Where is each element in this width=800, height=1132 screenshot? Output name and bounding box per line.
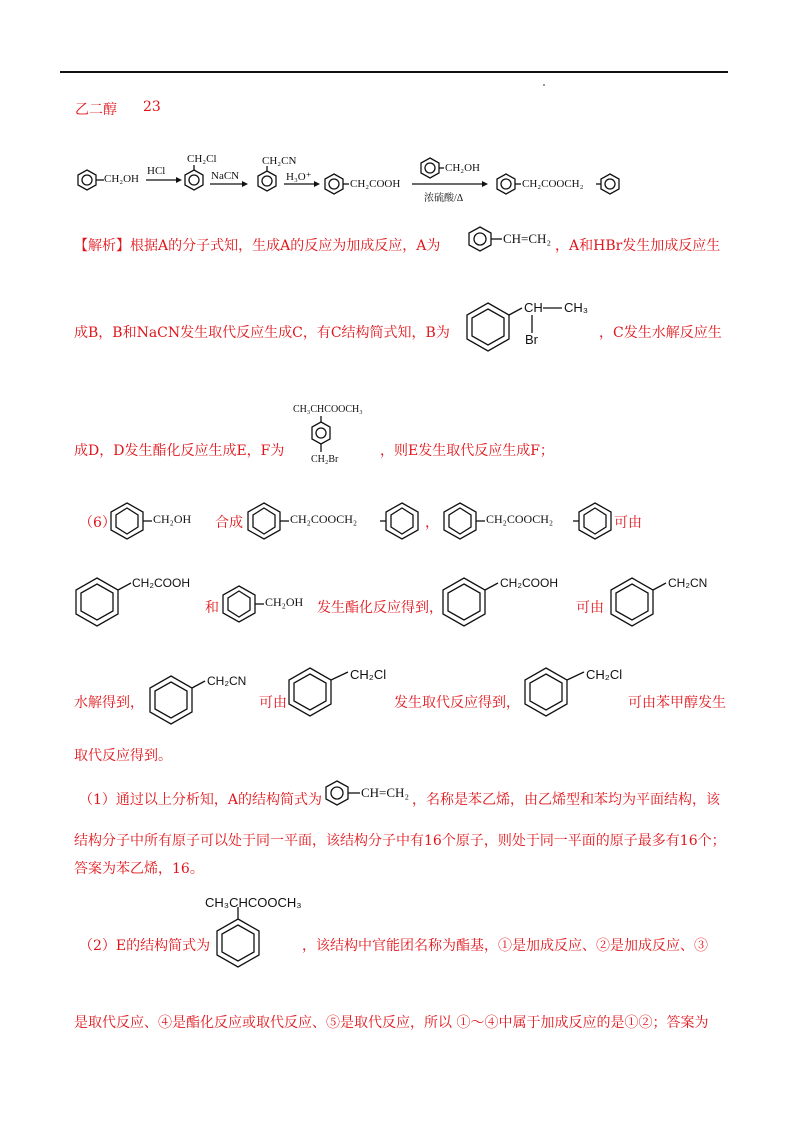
p6-acid-ring-1 (73, 578, 74, 579)
q1-text-c: 结构分子中所有原子可以处于同一平面，该结构分子中有16个原子，则处于同一平面的原子最多有16个； (74, 833, 726, 849)
analysis-tag: 【解析】 (74, 238, 130, 254)
q1-styrene-ring (325, 781, 326, 782)
p6-cn-ring-2 (147, 676, 148, 677)
analysis-text-2b: ，C发生水解反应生 (599, 325, 722, 341)
scheme-benzyl-oh: CH₂OH (445, 162, 481, 174)
p6-end: 取代反应得到。 (74, 748, 172, 764)
scheme-ch2cn: CH₂CN (262, 155, 297, 167)
compound-b-ch: CH (524, 300, 543, 315)
p6-subst: 发生取代反应得到， (394, 695, 520, 711)
scheme-condition: 浓硫酸/Δ (424, 193, 464, 204)
p6-acid-1: CH₂COOH (132, 576, 190, 590)
benzene-ring-1 (77, 170, 78, 171)
analysis-text-1b: ，A和HBr发生加成反应生 (555, 238, 721, 254)
header-rule (60, 71, 728, 73)
scheme-h3o: H₃O⁺ (286, 171, 312, 183)
q2-text-b: ，该结构中官能团名称为酯基，①是加成反应、②是加成反应、③ (302, 938, 708, 954)
scheme-acid: CH₂COOH (350, 178, 401, 190)
arrow-2 (210, 184, 211, 185)
p6-acid-2: CH₂COOH (500, 576, 558, 590)
arrow-1 (146, 180, 147, 181)
p6-oh-2: CH₂OH (265, 595, 304, 609)
styrene-ring-a (468, 227, 469, 228)
compound-f-bottom: CH₂Br (311, 454, 339, 465)
p6-oh-ring-2 (222, 586, 223, 587)
p6-ester-1: CH₂COOCH₂ (290, 512, 358, 526)
q1-text-a: （1）通过以上分析知，A的结构简式为 (79, 792, 323, 808)
p6-cn-ring-1 (608, 578, 609, 579)
q2-compound-e-top: CH₃CHCOOCH₃ (205, 895, 302, 910)
scheme-benzyl-alcohol: CH₂OH (104, 173, 140, 185)
styrene-vinyl-a: CH=CH₂ (503, 231, 551, 246)
p6-hydrolysis: 水解得到， (74, 695, 144, 711)
q2-text-a: （2）E的结构简式为 (79, 938, 211, 954)
p6-cl-1: CH₂Cl (350, 667, 387, 682)
scheme-ch2cl: CH₂Cl (187, 153, 217, 165)
benzene-ring-6 (496, 174, 497, 175)
p6-and: 和 (205, 600, 219, 616)
q2-text-c: 是取代反应、④是酯化反应或取代反应、⑤是取代反应，所以 ①～④中属于加成反应的是①②；答案为 (74, 1015, 709, 1031)
p6-ester-ring-2a (443, 503, 444, 504)
benzene-ring-3 (256, 168, 257, 169)
benzene-ring-5 (420, 158, 421, 159)
p6-ester-ring-1a (247, 503, 248, 504)
analysis-text-3a: 成D，D发生酯化反应生成E，F为 (74, 443, 285, 459)
benzene-ring-7 (600, 174, 601, 175)
arrow-4 (412, 184, 413, 185)
q1-text-d: 答案为苯乙烯，16。 (74, 861, 204, 877)
p6-cl-ring-1 (286, 668, 287, 669)
p6-comma: ， (425, 515, 439, 531)
scheme-hcl: HCl (147, 165, 166, 177)
header-dot (543, 84, 545, 86)
q2-compound-e-ring (214, 911, 215, 912)
p6-cl-2: CH₂Cl (586, 667, 623, 682)
header-title: 乙二醇 (75, 102, 117, 118)
p6-ke-you-3: 可由 (259, 695, 287, 711)
p6-esterify: 发生酯化反应得到， (317, 600, 443, 616)
header-number: 23 (143, 99, 161, 115)
p6-oh: CH₂OH (153, 512, 192, 526)
p6-ke-you-2: 可由 (576, 600, 604, 616)
p6-from-alcohol: 可由苯甲醇发生 (628, 695, 726, 711)
p6-cl-ring-2 (522, 668, 523, 669)
compound-b-br: Br (525, 332, 538, 347)
p6-cn-1: CH₂CN (668, 576, 708, 590)
p6-ester-ring-2b (578, 503, 579, 504)
compound-f-top: CH₃CHCOOCH₃ (293, 404, 363, 415)
scheme-nacn: NaCN (211, 170, 240, 182)
part6-label: （6） (79, 515, 116, 531)
p6-acid-ring-2 (440, 578, 441, 579)
analysis-line-1 (74, 235, 440, 255)
compound-b-ch3: CH₃ (564, 300, 589, 315)
scheme-ester: CH₂COOCH₂ (522, 178, 584, 190)
arrow-3 (284, 184, 285, 185)
p6-cn-2: CH₂CN (207, 674, 247, 688)
p6-ke-you-1: 可由 (614, 515, 642, 531)
analysis-text-1a: 根据A的分子式知，生成A的反应为加成反应，A为 (130, 238, 441, 254)
benzene-ring-2 (183, 167, 184, 168)
compound-f-ring (311, 416, 312, 417)
p6-ester-2: CH₂COOCH₂ (486, 512, 554, 526)
analysis-text-3b: ，则E发生取代反应生成F； (380, 443, 554, 459)
benzene-ring-4 (324, 174, 325, 175)
q1-vinyl: CH=CH₂ (361, 785, 409, 800)
q1-text-b: ，名称是苯乙烯，由乙烯型和苯均为平面结构，该 (412, 792, 720, 808)
analysis-line-2a: 成B，B和NaCN发生取代反应生成C，有C结构简式知，B为 (74, 325, 450, 341)
compound-b-ring (464, 303, 465, 304)
p6-ester-ring-1b (385, 503, 386, 504)
p6-synth: 合成 (215, 515, 243, 531)
p6-ring-oh (110, 503, 111, 504)
